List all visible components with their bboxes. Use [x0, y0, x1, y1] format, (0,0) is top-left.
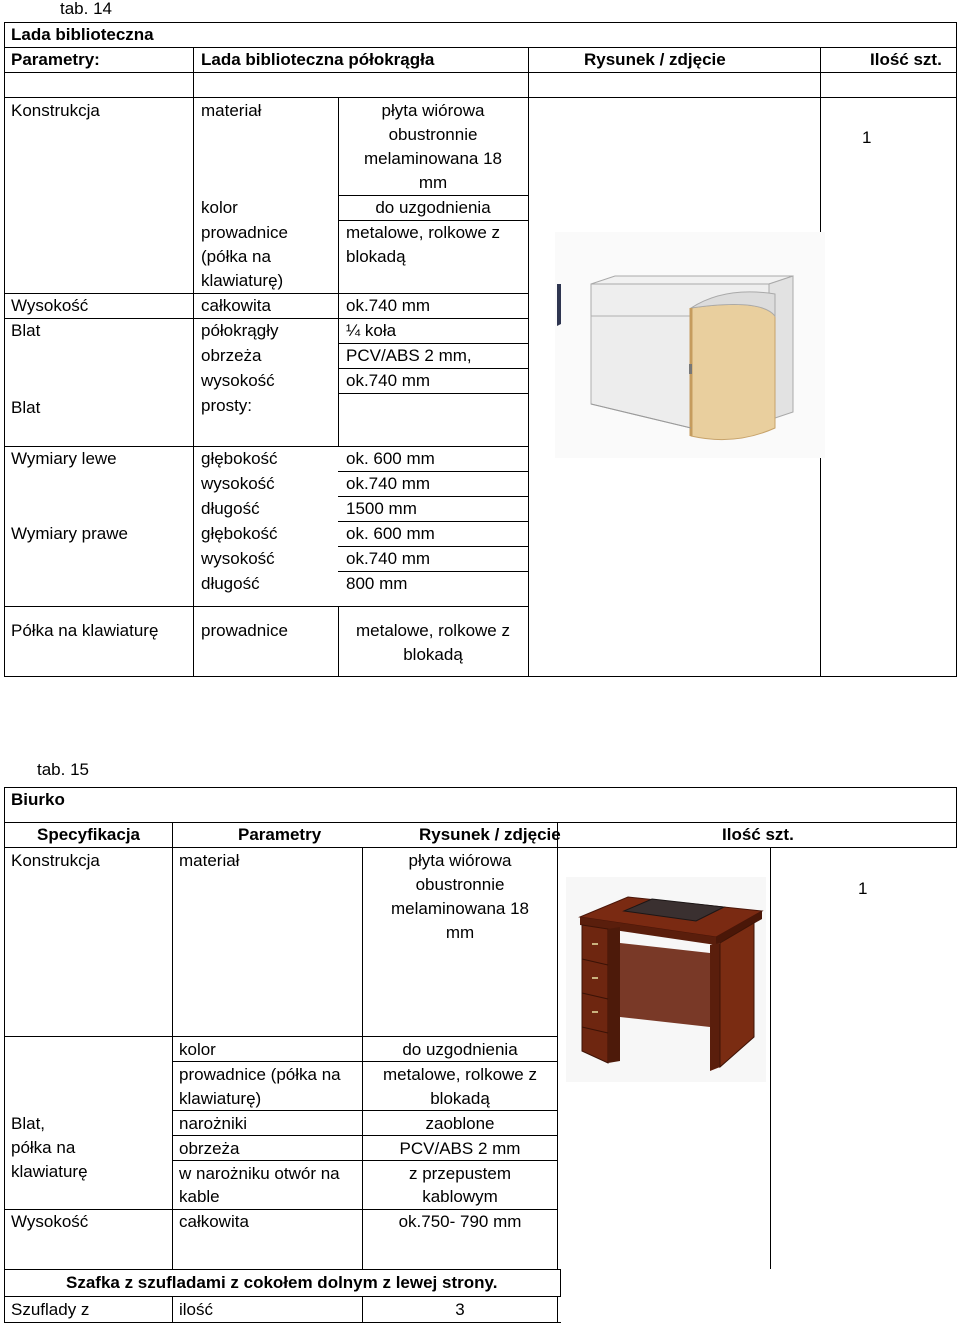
- tab15-kolor-label: kolor: [179, 1040, 216, 1059]
- tab15-szuflady: Szuflady z: [11, 1300, 90, 1319]
- tab14-material-value-2: obustronnie: [388, 125, 478, 144]
- tab15-blat-1: Blat,: [11, 1114, 46, 1133]
- tab15-narozniki-value: zaoblone: [425, 1114, 495, 1133]
- tab14-blat-2: Blat: [11, 398, 41, 417]
- tab15-otwor-label-2: kable: [179, 1187, 220, 1206]
- tab14-polka-label: prowadnice: [201, 621, 288, 640]
- tab15-ilosc-label: ilość: [179, 1300, 214, 1319]
- tab15-blat-3: klawiaturę: [11, 1162, 88, 1181]
- tab14-prowadnice-label-2: (półka na: [201, 247, 271, 266]
- tab15-wysokosc: Wysokość: [11, 1212, 89, 1231]
- tab14-prowadnice-label-3: klawiaturę): [201, 271, 284, 290]
- tab14-wp-dlugosc-value: 800 mm: [346, 574, 408, 593]
- tab15-material-value-4: mm: [445, 923, 475, 942]
- tab14-wl-wysokosc-label: wysokość: [201, 474, 275, 493]
- tab14-material-value-4: mm: [418, 173, 448, 192]
- tab15-blat-2: półka na: [11, 1138, 76, 1157]
- tab14-wysokosc-value: ok.740 mm: [346, 371, 431, 390]
- tab14-polka-value-2: blokadą: [403, 645, 463, 664]
- tab15-material-label: materiał: [179, 851, 240, 870]
- tab14-blat-1: Blat: [11, 321, 41, 340]
- tab14-wp-glebokosc-value: ok. 600 mm: [346, 524, 435, 543]
- tab14-kolor-value: do uzgodnienia: [375, 198, 491, 217]
- tab15-otwor-value-1: z przepustem: [408, 1164, 512, 1183]
- tab14-quantity: 1: [862, 128, 872, 147]
- tab15-material-value-1: płyta wiórowa: [408, 851, 512, 870]
- tab15-ilosc-value: 3: [455, 1300, 465, 1319]
- tab15-header-spec: Specyfikacja: [37, 825, 141, 844]
- tab15-obrzeza-value: PCV/ABS 2 mm: [399, 1139, 521, 1158]
- tab14-wp-glebokosc-label: głębokość: [201, 524, 278, 543]
- tab15-header-params: Parametry: [238, 825, 322, 844]
- tab15-material-value-3: melaminowana 18: [391, 899, 529, 918]
- tab14-wl-dlugosc-value: 1500 mm: [346, 499, 417, 518]
- tab14-wp-wysokosc-value: ok.740 mm: [346, 549, 431, 568]
- tab15-calkowita-value: ok.750- 790 mm: [398, 1212, 522, 1231]
- tab14-wl-glebokosc-value: ok. 600 mm: [346, 449, 435, 468]
- tab14-wymiary-lewe: Wymiary lewe: [11, 449, 117, 468]
- tab15-material-value-2: obustronnie: [415, 875, 505, 894]
- tab15-header-quantity: Ilość szt.: [722, 825, 794, 844]
- tab15-quantity: 1: [858, 879, 868, 898]
- tab14-calkowita-value: ok.740 mm: [346, 296, 431, 315]
- tab15-calkowita-label: całkowita: [179, 1212, 249, 1231]
- tab14-wp-dlugosc-label: długość: [201, 574, 260, 593]
- tab14-prosty-label: prosty:: [201, 396, 253, 415]
- tab15-caption: tab. 15: [37, 760, 89, 779]
- tab14-material-label: materiał: [201, 101, 262, 120]
- desk-image: [566, 877, 766, 1082]
- tab14-kolor-label: kolor: [201, 198, 238, 217]
- tab14-obrzeza-value: PCV/ABS 2 mm,: [346, 346, 472, 365]
- tab15-header-picture: Rysunek / zdjęcie: [419, 825, 561, 844]
- tab15-obrzeza-label: obrzeża: [179, 1139, 240, 1158]
- tab15-prowadnice-label-2: klawiaturę): [179, 1089, 262, 1108]
- tab14-wysokosc-label: wysokość: [201, 371, 275, 390]
- tab14-obrzeza-label: obrzeża: [201, 346, 262, 365]
- tab15-otwor-value-2: kablowym: [422, 1187, 498, 1206]
- tab15-kolor-value: do uzgodnienia: [402, 1040, 518, 1059]
- tab14-prowadnice-label-1: prowadnice: [201, 223, 288, 242]
- tab15-narozniki-label: narożniki: [179, 1114, 248, 1133]
- tab15-title: Biurko: [11, 790, 65, 809]
- tab15-prowadnice-label-1: prowadnice (półka na: [179, 1065, 341, 1084]
- tab14-header-name: Lada biblioteczna półokrągła: [201, 50, 435, 69]
- tab14-material-value-3: melaminowana 18: [364, 149, 502, 168]
- tab14-header-picture: Rysunek / zdjęcie: [584, 50, 726, 69]
- tab14-title: Lada biblioteczna: [11, 25, 154, 44]
- tab14-prowadnice-value-1: metalowe, rolkowe z: [346, 223, 501, 242]
- library-counter-image: [555, 232, 825, 458]
- tab14-wl-dlugosc-label: długość: [201, 499, 260, 518]
- tab14-wysokosc: Wysokość: [11, 296, 89, 315]
- tab14-header-params: Parametry:: [11, 50, 100, 69]
- tab15-prowadnice-value-1: metalowe, rolkowe z: [382, 1065, 537, 1084]
- tab14-caption: tab. 14: [60, 0, 112, 18]
- tab14-polokragly-label: półokrągły: [201, 321, 279, 340]
- tab15-otwor-label-1: w narożniku otwór na: [179, 1164, 340, 1183]
- tab14-material-value-1: płyta wiórowa: [381, 101, 485, 120]
- tab15-prowadnice-value-2: blokadą: [430, 1089, 490, 1108]
- tab14-calkowita-label: całkowita: [201, 296, 271, 315]
- tab14-wp-wysokosc-label: wysokość: [201, 549, 275, 568]
- tab15-konstrukcja: Konstrukcja: [11, 851, 100, 870]
- tab14-prowadnice-value-2: blokadą: [346, 247, 406, 266]
- tab14-polka: Półka na klawiaturę: [11, 621, 159, 640]
- tab15-szafka: Szafka z szufladami z cokołem dolnym z lewej strony.: [66, 1273, 498, 1292]
- tab14-konstrukcja: Konstrukcja: [11, 101, 100, 120]
- tab14-header-quantity: Ilość szt.: [870, 50, 942, 69]
- tab14-polka-value-1: metalowe, rolkowe z: [355, 621, 510, 640]
- tab14-wymiary-prawe: Wymiary prawe: [11, 524, 128, 543]
- tab14-wl-glebokosc-label: głębokość: [201, 449, 278, 468]
- tab14-polokragly-value: ¼ koła: [346, 321, 397, 340]
- tab14-wl-wysokosc-value: ok.740 mm: [346, 474, 431, 493]
